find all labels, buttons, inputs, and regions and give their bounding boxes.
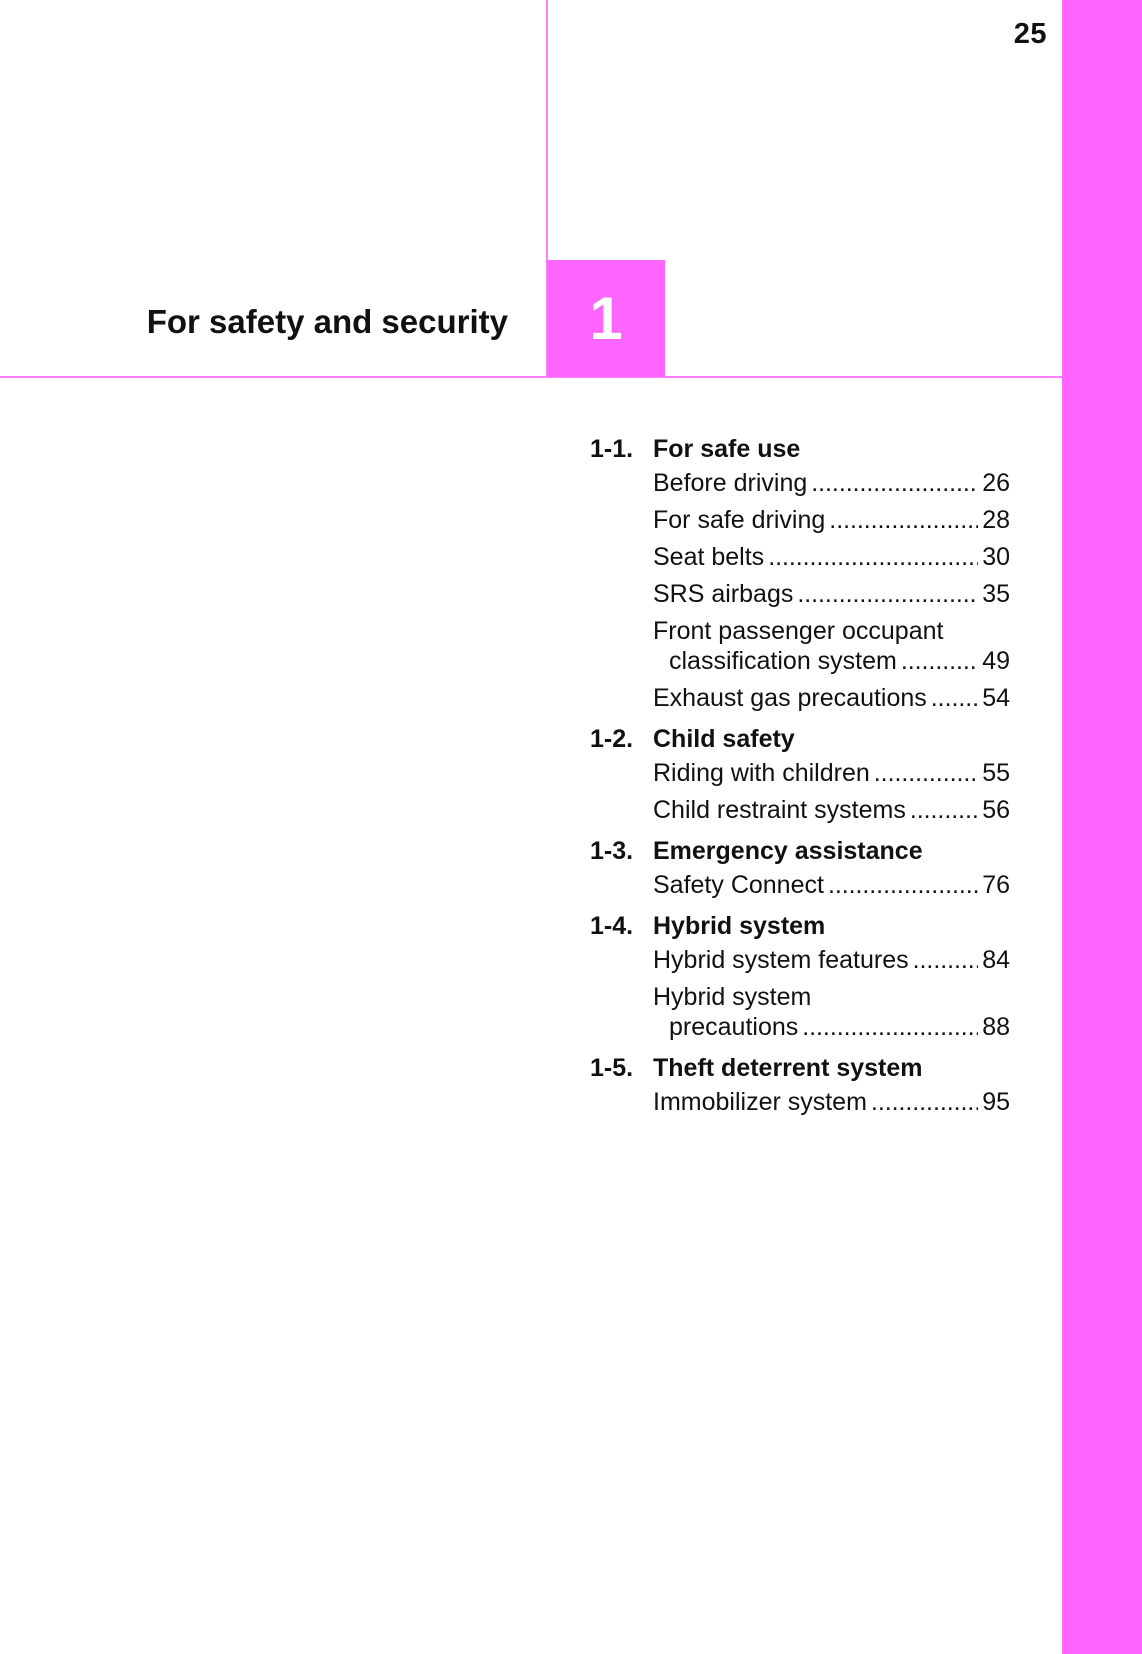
section-heading[interactable]	[590, 430, 1010, 468]
dot-leader	[931, 683, 978, 713]
entry-label: Safety Connect	[653, 871, 824, 899]
entry-label: Hybrid system	[653, 983, 812, 1011]
table-of-contents	[590, 430, 1010, 1124]
entry-page: 76	[982, 871, 1010, 899]
entry-page: 28	[982, 506, 1010, 534]
chapter-side-bar	[1062, 0, 1142, 1654]
toc-entry[interactable]	[653, 505, 1010, 535]
section-title: Emergency assistance	[653, 836, 923, 865]
dot-leader	[913, 945, 979, 975]
toc-section	[590, 720, 1010, 825]
entry-label: Before driving	[653, 469, 808, 497]
section-number: 1-2.	[590, 724, 634, 753]
toc-section	[590, 832, 1010, 900]
dot-leader	[871, 1087, 978, 1117]
entry-page: 84	[982, 946, 1010, 974]
horizontal-divider	[0, 376, 1062, 378]
entry-label-continued: classification system	[669, 647, 897, 675]
entry-page: 95	[982, 1088, 1010, 1116]
entry-label: Riding with children	[653, 759, 870, 787]
dot-leader	[768, 542, 978, 572]
toc-entry[interactable]	[653, 616, 1010, 676]
section-number: 1-3.	[590, 836, 634, 865]
entry-page: 26	[982, 469, 1010, 497]
toc-section	[590, 430, 1010, 713]
entry-page: 30	[982, 543, 1010, 571]
dot-leader	[901, 646, 978, 676]
section-title: Theft deterrent system	[653, 1053, 923, 1082]
toc-entry[interactable]	[653, 542, 1010, 572]
dot-leader	[797, 579, 978, 609]
section-number: 1-4.	[590, 911, 634, 940]
section-number: 1-5.	[590, 1053, 634, 1082]
dot-leader	[910, 795, 978, 825]
toc-entry[interactable]	[653, 870, 1010, 900]
entry-label-continued: precautions	[669, 1013, 799, 1041]
toc-entry[interactable]	[653, 468, 1010, 498]
entry-page: 35	[982, 580, 1010, 608]
dot-leader	[874, 758, 978, 788]
toc-entry[interactable]	[653, 795, 1010, 825]
section-number: 1-1.	[590, 434, 634, 463]
dot-leader	[829, 505, 978, 535]
entry-page: 88	[982, 1013, 1010, 1041]
dot-leader	[802, 1012, 978, 1042]
toc-section	[590, 1049, 1010, 1117]
section-heading[interactable]	[590, 1049, 1010, 1087]
dot-leader	[811, 468, 978, 498]
toc-entry[interactable]	[653, 579, 1010, 609]
section-title: Child safety	[653, 724, 795, 753]
toc-entry[interactable]	[653, 982, 1010, 1042]
toc-entry[interactable]	[653, 1087, 1010, 1117]
page-number: 25	[1013, 18, 1047, 50]
entry-label: Hybrid system features	[653, 946, 909, 974]
entry-label: Child restraint systems	[653, 796, 906, 824]
section-title: Hybrid system	[653, 911, 826, 940]
toc-section	[590, 907, 1010, 1042]
entry-label: Seat belts	[653, 543, 765, 571]
chapter-title: For safety and security	[146, 303, 508, 340]
entry-page: 54	[982, 684, 1010, 712]
entry-label: For safe driving	[653, 506, 826, 534]
section-heading[interactable]	[590, 832, 1010, 870]
entry-page: 56	[982, 796, 1010, 824]
toc-entry[interactable]	[653, 945, 1010, 975]
entry-label: SRS airbags	[653, 580, 794, 608]
section-heading[interactable]	[590, 720, 1010, 758]
toc-entry[interactable]	[653, 758, 1010, 788]
entry-label: Front passenger occupant	[653, 617, 944, 645]
entry-page: 49	[982, 647, 1010, 675]
entry-label: Immobilizer system	[653, 1088, 867, 1116]
section-title: For safe use	[653, 434, 801, 463]
toc-entry[interactable]	[653, 683, 1010, 713]
entry-page: 55	[982, 759, 1010, 787]
entry-label: Exhaust gas precautions	[653, 684, 927, 712]
section-heading[interactable]	[590, 907, 1010, 945]
dot-leader	[828, 870, 978, 900]
chapter-number-tab: 1	[547, 260, 665, 377]
